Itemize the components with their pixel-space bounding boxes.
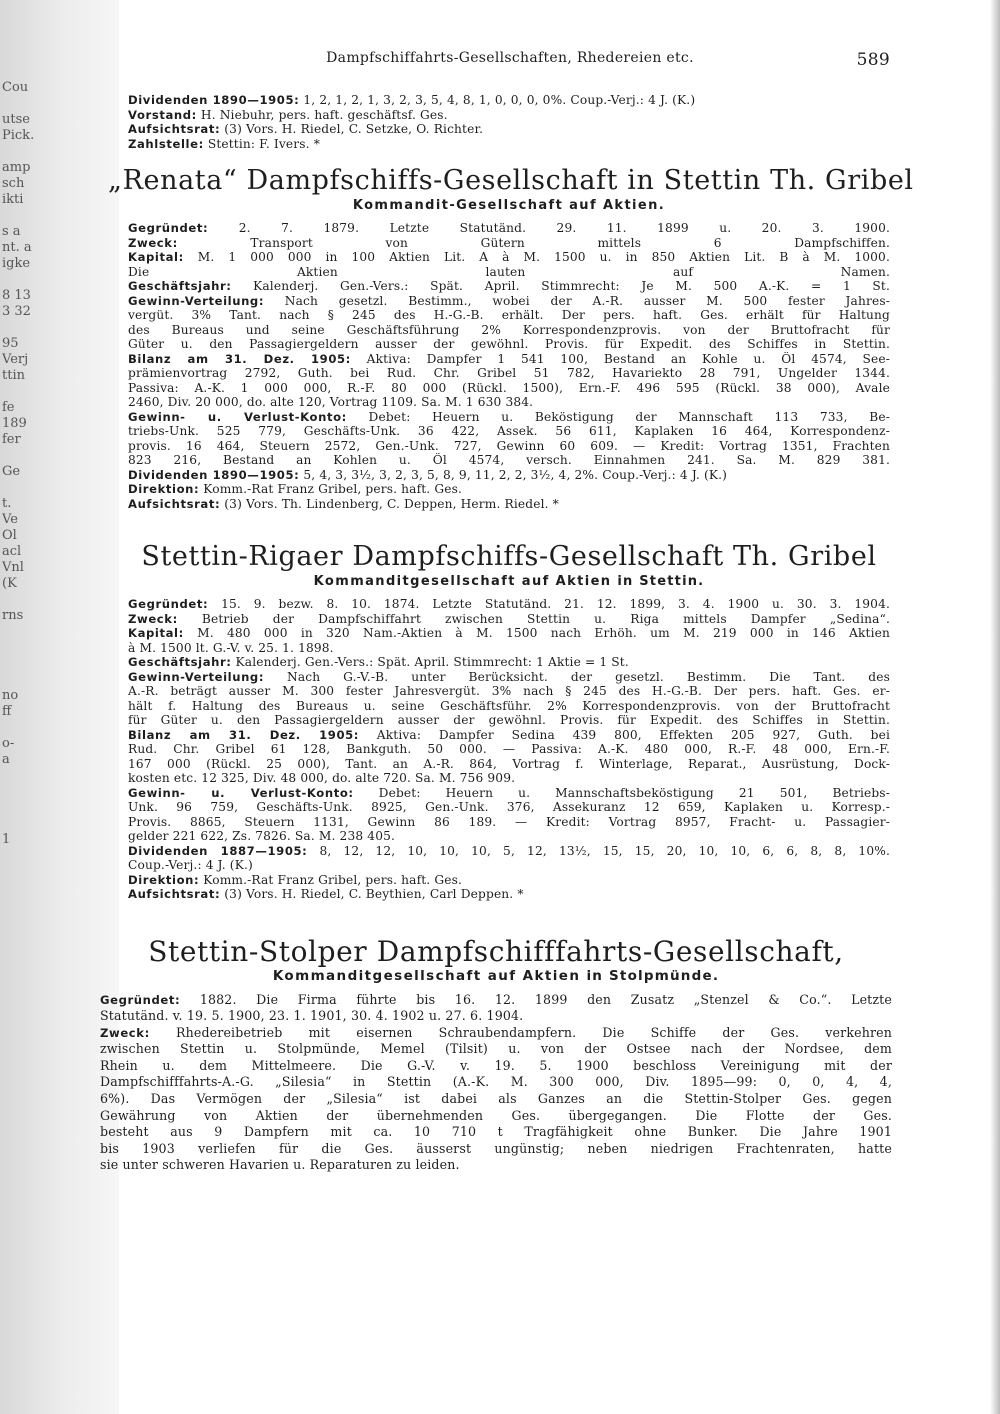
text-line: triebs-Unk. 525 779, Geschäfts-Unk. 36 422, Assek. 56 611, Kaplaken 16 464, Korrespondenz- <box>128 424 890 438</box>
field-label: Bilanz am 31. Dez. 1905: <box>128 727 360 742</box>
margin-fragment: acl <box>2 544 22 559</box>
company-subtitle <box>100 968 892 985</box>
page-edge-shadow <box>990 0 1000 1414</box>
text-line: Gewinn-Verteilung: Nach gesetzl. Bestimm., wobei der A.-R. ausser M. 500 fester Jahres- <box>128 293 890 308</box>
field-label: Gegründet: <box>100 992 181 1007</box>
text-line: Die Aktien lauten auf Namen. <box>128 264 890 279</box>
text-line: Bilanz am 31. Dez. 1905: Aktiva: Dampfer 1 541 100, Bestand an Kohle u. Öl 4574, See- <box>128 351 890 366</box>
text-line: Direktion: Komm.-Rat Franz Gribel, pers. haft. Ges. <box>128 482 463 496</box>
text-line: Direktion: Komm.-Rat Franz Gribel, pers. haft. Ges. <box>128 872 463 887</box>
margin-fragment <box>2 384 36 400</box>
margin-fragment: 189 <box>2 416 27 431</box>
text-line: Güter u. den Passagiergeldern ausser der gewöhnl. Provis. für Expedit. des Schiffes in Stettin. <box>128 337 890 351</box>
margin-fragment: Ol <box>2 528 17 543</box>
company-subtitle <box>128 573 890 590</box>
page-body <box>100 93 914 1174</box>
field-label: Direktion: <box>128 482 200 496</box>
margin-fragment <box>2 656 36 672</box>
field-label: Gegründet: <box>128 597 209 611</box>
field-label: Gewinn- u. Verlust-Konto: <box>128 785 354 800</box>
text-line: sie unter schweren Havarien u. Reparaturen zu leiden. <box>100 1157 460 1173</box>
margin-fragment: no <box>2 688 19 703</box>
text-line: Aufsichtsrat: (3) Vors. Th. Lindenberg, C. Deppen, Herm. Riedel. * <box>128 496 559 511</box>
field-label: Gewinn-Verteilung: <box>128 669 265 684</box>
margin-fragment: Ve <box>2 512 18 527</box>
margin-fragment: amp <box>2 160 31 175</box>
field-label: Gewinn-Verteilung: <box>128 293 265 308</box>
text-line: hält f. Haltung des Bureaus u. seine Geschäftsführ. 2% Korrespondenzprovis. von der Bruttofracht <box>128 698 890 713</box>
margin-fragment <box>2 672 36 688</box>
text-line: Statutänd. v. 19. 5. 1900, 23. 1. 1901, 30. 4. 1902 u. 27. 6. 1904. <box>100 1008 524 1024</box>
subtitle-text: Kommanditgesellschaft auf Aktien <box>313 574 612 589</box>
margin-fragment <box>2 208 36 224</box>
field-label: Aufsichtsrat: <box>128 122 221 136</box>
field-label: Dividenden 1890—1905: <box>128 467 300 482</box>
text-line: A.-R. beträgt ausser M. 300 fester Jahresvergüt. 3% nach § 245 des H.-G.-B. Der pers. haft. Ges. er- <box>128 684 890 698</box>
margin-fragment <box>2 272 36 288</box>
margin-fragment: igke <box>2 256 31 271</box>
field-label: Kapital: <box>128 250 184 264</box>
subtitle-location: in Stettin. <box>617 574 705 589</box>
field-label: Vorstand: <box>128 107 197 122</box>
text-line: Gewinn-Verteilung: Nach G.-V.-B. unter Berücksicht. der gesetzl. Bestimm. Die Tant. des <box>128 669 890 684</box>
text-line: Bilanz am 31. Dez. 1905: Aktiva: Dampfer Sedina 439 800, Effekten 205 927, Guth. bei <box>128 727 890 742</box>
text-line: Rhein u. dem Mittelmeere. Die G.-V. v. 19. 5. 1900 beschloss Vereinigung mit der <box>100 1057 892 1073</box>
margin-fragment <box>2 800 36 816</box>
margin-fragment: t. <box>2 496 12 511</box>
text-line: für Güter u. den Passagiergeldern ausser der gewöhnl. Provis. für Expedit. des Schiffes in Stettin. <box>128 713 890 727</box>
margin-fragment <box>2 96 36 112</box>
text-line: Gegründet: 15. 9. bezw. 8. 10. 1874. Letzte Statutänd. 21. 12. 1899, 3. 4. 1900 u. 30. 3. 1904. <box>128 597 890 611</box>
field-label: Bilanz am 31. Dez. 1905: <box>128 351 351 366</box>
subtitle-text: Kommanditgesellschaft auf Aktien <box>272 967 581 984</box>
field-label: Zahlstelle: <box>128 136 204 151</box>
text-line: Gegründet: 1882. Die Firma führte bis 16. 12. 1899 den Zusatz „Stenzel & Co.“. Letzte <box>100 991 892 1007</box>
text-line: prämienvortrag 2792, Guth. bei Rud. Chr. Gribel 51 782, Havariekto 28 791, Ungelder 1344. <box>128 366 890 380</box>
field-label: Gegründet: <box>128 221 209 235</box>
field-label: Geschäftsjahr: <box>128 279 232 293</box>
margin-fragment: Vnl <box>2 560 24 575</box>
text-line: 167 000 (Rückl. 25 000), Tant. an A.-R. 864, Vortrag f. Winterlage, Reparat., Ausrüstung, Dock- <box>128 756 890 771</box>
company-title: Stettin-Stolper Dampfschifffahrts-Gesellschaft, <box>148 934 844 968</box>
margin-fragment: Pick. <box>2 128 35 143</box>
text-line: Dividenden 1887—1905: 8, 12, 12, 10, 10, 10, 5, 12, 13½, 15, 15, 20, 10, 10, 6, 6, 8, 8, 10%. <box>128 843 890 858</box>
company-title: „Renata“ Dampfschiffs-Gesellschaft in Stettin Th. Gribel <box>108 165 914 196</box>
margin-fragment <box>2 592 36 608</box>
margin-fragment: ikti <box>2 192 24 207</box>
text-line: gelder 221 622, Zs. 7826. Sa. M. 238 405. <box>128 829 396 843</box>
field-label: Dividenden 1887—1905: <box>128 843 308 858</box>
text-line: Unk. 96 759, Geschäfts-Unk. 8925, Gen.-Unk. 376, Assekuranz 12 659, Kaplaken u. Korresp.- <box>128 800 890 814</box>
entry-stettin-stolper <box>100 936 892 1175</box>
margin-fragment: 3 32 <box>2 304 31 319</box>
text-line: Kapital: M. 480 000 in 320 Nam.-Aktien à M. 1500 nach Erhöh. um M. 219 000 in 146 Aktien <box>128 626 890 640</box>
text-line: 6%). Das Vermögen der „Silesia“ ist dabei als Ganzes an die Stettin-Stolper Ges. gegen <box>100 1091 892 1107</box>
entry-stettin-rigaer <box>128 541 890 902</box>
margin-fragment <box>2 720 36 736</box>
field-label: Dividenden 1890—1905: <box>128 93 300 107</box>
text-line: Dividenden 1890—1905: 5, 4, 3, 3½, 3, 2, 3, 5, 8, 9, 11, 2, 2, 3½, 4, 2%. Coup.-Verj.: 4 J. (K.) <box>128 467 728 482</box>
text-line: 823 216, Bestand an Kohlen u. Öl 4574, versch. Einnahmen 241. Sa. M. 829 381. <box>128 453 890 467</box>
margin-fragment: Ge <box>2 464 21 479</box>
text-line: Aufsichtsrat: (3) Vors. H. Riedel, C. Setzke, O. Richter. <box>128 122 484 136</box>
text-line: à M. 1500 lt. G.-V. v. 25. 1. 1898. <box>128 640 334 655</box>
margin-fragment: utse <box>2 112 30 127</box>
margin-fragment <box>2 768 36 784</box>
text-line: Zweck: Rhedereibetrieb mit eisernen Schraubendampfern. Die Schiffe der Ges. verkehren <box>100 1024 892 1040</box>
text-line: Gewinn- u. Verlust-Konto: Debet: Heuern u. Beköstigung der Mannschaft 113 733, Be- <box>128 409 890 424</box>
margin-fragment: nt. a <box>2 240 32 255</box>
margin-fragment <box>2 144 36 160</box>
field-label: Aufsichtsrat: <box>128 887 221 901</box>
text-line: provis. 16 464, Steuern 2572, Gen.-Unk. 727, Gewinn 60 609. — Kredit: Vortrag 1351, Frachten <box>128 438 890 453</box>
field-label: Zweck: <box>128 235 178 250</box>
text-line: Aufsichtsrat: (3) Vors. H. Riedel, C. Beythien, Carl Deppen. * <box>128 887 524 901</box>
text-line: Dividenden 1890—1905: 1, 2, 1, 2, 1, 3, 2, 3, 5, 4, 8, 1, 0, 0, 0, 0%. Coup.-Verj.: 4 J. (K.) <box>128 93 696 107</box>
margin-fragment: rns <box>2 608 24 623</box>
margin-fragment: sch <box>2 176 25 191</box>
subtitle-location: in Stolpmünde. <box>586 967 720 984</box>
text-line: Zweck: Betrieb der Dampfschiffahrt zwischen Stettin u. Riga mittels Dampfer „Sedina“. <box>128 611 890 626</box>
text-line: Geschäftsjahr: Kalenderj. Gen.-Vers.: Spät. April. Stimmrecht: Je M. 500 A.-K. = 1 St. <box>128 279 890 293</box>
margin-fragment: 95 <box>2 336 19 351</box>
text-line: 2460, Div. 20 000, do. alte 120, Vortrag 1109. Sa. M. 1 630 384. <box>128 395 534 409</box>
field-label: Zweck: <box>100 1025 150 1040</box>
text-line: Rud. Chr. Gribel 61 128, Bankguth. 50 000. — Passiva: A.-K. 480 000, R.-F. 48 000, Ern.-F. <box>128 742 890 756</box>
entry-text <box>128 597 890 902</box>
field-label: Gewinn- u. Verlust-Konto: <box>128 409 347 424</box>
entry-renata <box>108 165 914 511</box>
running-head <box>130 50 890 74</box>
company-title: Stettin-Rigaer Dampfschiffs-Gesellschaft Th. Gribel <box>141 541 877 572</box>
field-label: Zweck: <box>128 611 178 626</box>
text-line: kosten etc. 12 325, Div. 48 000, do. alte 720. Sa. M. 756 909. <box>128 771 516 785</box>
margin-fragment: (K <box>2 576 17 591</box>
running-head-title: Dampfschiffahrts-Gesellschaften, Rhedereien etc. <box>326 50 694 66</box>
text-line: Provis. 8865, Steuern 1131, Gewinn 86 189. — Kredit: Vortrag 8957, Fracht- u. Passagier- <box>128 814 890 829</box>
margin-fragment: o- <box>2 736 15 751</box>
text-line: Kapital: M. 1 000 000 in 100 Aktien Lit. A à M. 1500 u. in 850 Aktien Lit. B à M. 1000. <box>128 250 890 264</box>
previous-entry-tail <box>128 93 890 151</box>
text-line: zwischen Stettin u. Stolpmünde, Memel (Tilsit) u. von der Ostsee nach der Nordsee, dem <box>100 1041 892 1057</box>
margin-fragment: fer <box>2 432 21 447</box>
facing-page-fragments <box>2 80 36 848</box>
margin-fragment: Verj <box>2 352 29 367</box>
margin-fragment <box>2 640 36 656</box>
field-label: Kapital: <box>128 626 184 640</box>
text-line: Gewinn- u. Verlust-Konto: Debet: Heuern u. Mannschaftsbeköstigung 21 501, Betriebs- <box>128 785 890 800</box>
text-line: Zahlstelle: Stettin: F. Ivers. * <box>128 136 320 151</box>
margin-fragment: 8 13 <box>2 288 31 303</box>
text-line: Coup.-Verj.: 4 J. (K.) <box>128 858 253 872</box>
field-label: Geschäftsjahr: <box>128 655 232 669</box>
margin-fragment: Cou <box>2 80 29 95</box>
text-line: des Bureaus und seine Geschäftsführung 2% Korrespondenzprovis. von der Bruttofracht für <box>128 322 890 337</box>
text-line: besteht aus 9 Dampfern mit ca. 10 710 t Tragfähigkeit ohne Bunker. Die Jahre 1901 <box>100 1124 892 1140</box>
page-number: 589 <box>856 50 890 70</box>
margin-fragment: s a <box>2 224 21 239</box>
text-line: bis 1903 verliefen für die Ges. äusserst ungünstig; neben niedrigen Frachtenraten, hatte <box>100 1140 892 1156</box>
text-line: Dampfschifffahrts-A.-G. „Silesia“ in Stettin (A.-K. M. 300 000, Div. 1895—99: 0, 0, 4, 4, <box>100 1074 892 1090</box>
company-subtitle <box>128 197 890 214</box>
text-line: Gewährung von Aktien der übernehmenden Ges. übergegangen. Die Flotte der Ges. <box>100 1107 892 1123</box>
margin-fragment: ttin <box>2 368 25 383</box>
field-label: Direktion: <box>128 872 200 887</box>
margin-fragment <box>2 784 36 800</box>
text-line: vergüt. 3% Tant. nach § 245 des H.-G.-B. erhält. Der pers. haft. Ges. erhält für Haltung <box>128 308 890 322</box>
margin-fragment <box>2 320 36 336</box>
margin-fragment: fe <box>2 400 15 415</box>
subtitle-text: Kommandit-Gesellschaft auf Aktien. <box>352 198 666 213</box>
margin-fragment <box>2 816 36 832</box>
margin-fragment <box>2 624 36 640</box>
margin-fragment <box>2 480 36 496</box>
margin-fragment <box>2 448 36 464</box>
text-line: Gegründet: 2. 7. 1879. Letzte Statutänd. 29. 11. 1899 u. 20. 3. 1900. <box>128 221 890 235</box>
margin-fragment: 1 <box>2 832 11 847</box>
text-line: Vorstand: H. Niebuhr, pers. haft. geschäftsf. Ges. <box>128 107 448 122</box>
text-line: Geschäftsjahr: Kalenderj. Gen.-Vers.: Spät. April. Stimmrecht: 1 Aktie = 1 St. <box>128 655 629 669</box>
text-line: Passiva: A.-K. 1 000 000, R.-F. 80 000 (Rückl. 1500), Ern.-F. 496 595 (Rückl. 38 000), Avale <box>128 380 890 395</box>
entry-text <box>128 221 890 511</box>
text-line: Zweck: Transport von Gütern mittels 6 Dampfschiffen. <box>128 235 890 250</box>
entry-text <box>100 992 892 1175</box>
field-label: Aufsichtsrat: <box>128 496 221 511</box>
margin-fragment: ff <box>2 704 12 719</box>
margin-fragment: a <box>2 752 10 767</box>
